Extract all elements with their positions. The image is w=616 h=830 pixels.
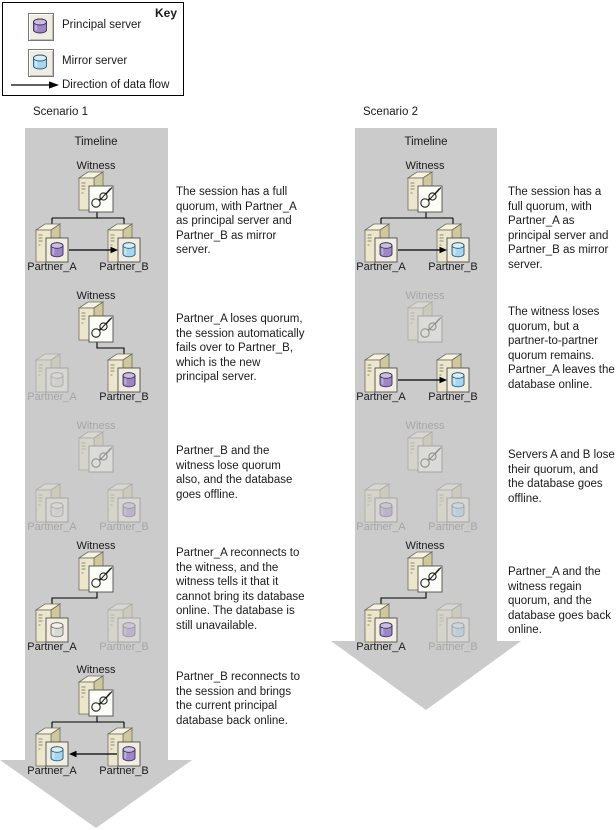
partner-b-server-icon <box>437 224 469 262</box>
data-flow-arrow <box>398 377 447 383</box>
step-description: The witness loses quorum, but a partner-to-partner quorum remains. Partner_A leaves the database online. <box>508 306 615 391</box>
partner-a-label: Partner_A <box>27 521 77 533</box>
step-description: Partner_B and the witness lose quorum also, and the database goes offline. <box>176 445 293 501</box>
witness-server-icon <box>79 172 113 212</box>
partner-a-server-icon <box>365 224 397 262</box>
witness-server-icon <box>408 552 442 592</box>
partner-a-server-icon <box>36 484 68 522</box>
partner-b-label: Partner_B <box>428 261 478 273</box>
step-description: Partner_A and the witness regain quorum, and the database goes back online. <box>508 566 611 637</box>
step-description: Partner_A reconnects to the witness, and the witness tells it that it cannot bring its database online. The database is still unavailable. <box>176 547 305 632</box>
partner-a-label: Partner_A <box>356 261 406 273</box>
step-description: Partner_B reconnects to the session and brings the current principal database back online. <box>176 671 301 727</box>
key-title: Key <box>154 6 177 20</box>
witness-server-icon <box>408 302 442 342</box>
partner-b-server-icon <box>437 604 469 642</box>
data-flow-arrow <box>398 247 447 253</box>
witness-label: Witness <box>405 420 445 432</box>
partner-a-server-icon <box>36 224 68 262</box>
partner-b-label: Partner_B <box>428 521 478 533</box>
quorum-connector-lines <box>52 212 124 227</box>
principal-server-icon <box>28 13 54 41</box>
witness-server-icon <box>79 432 113 472</box>
partner-b-server-icon <box>108 484 140 522</box>
key-legend <box>2 2 184 96</box>
partner-a-server-icon <box>36 728 68 766</box>
witness-label: Witness <box>405 290 445 302</box>
quorum-connector-lines <box>381 212 453 227</box>
partner-a-label: Partner_A <box>27 261 77 273</box>
partner-a-label: Partner_A <box>356 641 406 653</box>
witness-label: Witness <box>405 160 445 172</box>
witness-server-icon <box>79 302 113 342</box>
partner-a-server-icon <box>365 354 397 392</box>
scenario-title: Scenario 2 <box>363 106 418 118</box>
partner-b-label: Partner_B <box>99 521 149 533</box>
witness-server-icon <box>79 552 113 592</box>
partner-a-server-icon <box>36 604 68 642</box>
timeline-step <box>351 290 501 404</box>
partner-b-server-icon <box>108 224 140 262</box>
key-item-label: Mirror server <box>62 55 128 67</box>
partner-a-label: Partner_A <box>27 641 77 653</box>
step-description: The session has a full quorum, with Partner_A as principal server and Partner_B as mirror server. <box>176 186 297 257</box>
step-description: The session has a full quorum, with Partner_A as principal server and Partner_B as mirror server. <box>508 186 609 271</box>
partner-b-label: Partner_B <box>99 765 149 777</box>
timeline-step <box>22 420 172 534</box>
partner-a-label: Partner_A <box>356 521 406 533</box>
partner-a-server-icon <box>365 484 397 522</box>
mirror-db-cylinder-icon <box>29 50 51 74</box>
partner-b-server-icon <box>437 354 469 392</box>
timeline-step <box>22 540 172 654</box>
mirror-server-icon <box>28 49 54 77</box>
timeline-label: Timeline <box>74 136 118 148</box>
partner-b-label: Partner_B <box>428 391 478 403</box>
data-flow-arrow-icon <box>11 80 59 90</box>
timeline-step <box>351 420 501 534</box>
witness-label: Witness <box>76 664 116 676</box>
partner-b-server-icon <box>108 604 140 642</box>
witness-server-icon <box>408 432 442 472</box>
quorum-connector-lines <box>52 716 124 731</box>
partner-b-label: Partner_B <box>99 641 149 653</box>
timeline-step <box>351 160 501 274</box>
partner-b-server-icon <box>108 354 140 392</box>
witness-label: Witness <box>76 290 116 302</box>
partner-a-label: Partner_A <box>356 391 406 403</box>
partner-a-server-icon <box>36 354 68 392</box>
witness-label: Witness <box>76 160 116 172</box>
data-flow-arrow <box>69 247 118 253</box>
timeline-step <box>351 540 501 654</box>
partner-b-server-icon <box>108 728 140 766</box>
timeline-step <box>22 664 172 778</box>
partner-b-label: Partner_B <box>428 641 478 653</box>
partner-b-server-icon <box>437 484 469 522</box>
key-item-label: Principal server <box>62 19 142 31</box>
timeline-step <box>22 290 172 404</box>
partner-b-label: Partner_B <box>99 261 149 273</box>
scenario-title: Scenario 1 <box>33 106 88 118</box>
step-description: Servers A and B lose their quorum, and the database goes offline. <box>508 449 615 505</box>
witness-label: Witness <box>405 540 445 552</box>
partner-a-label: Partner_A <box>27 391 77 403</box>
timeline-step <box>22 160 172 274</box>
witness-server-icon <box>408 172 442 212</box>
partner-a-server-icon <box>365 604 397 642</box>
timeline-label: Timeline <box>404 136 448 148</box>
partner-a-label: Partner_A <box>27 765 77 777</box>
step-description: Partner_A loses quorum, the session automatically fails over to Partner_B, which is the new principal server. <box>176 313 305 384</box>
witness-label: Witness <box>76 540 116 552</box>
principal-db-cylinder-icon <box>29 14 51 38</box>
key-item-label: Direction of data flow <box>62 79 170 91</box>
witness-server-icon <box>79 676 113 716</box>
partner-b-label: Partner_B <box>99 391 149 403</box>
witness-label: Witness <box>76 420 116 432</box>
